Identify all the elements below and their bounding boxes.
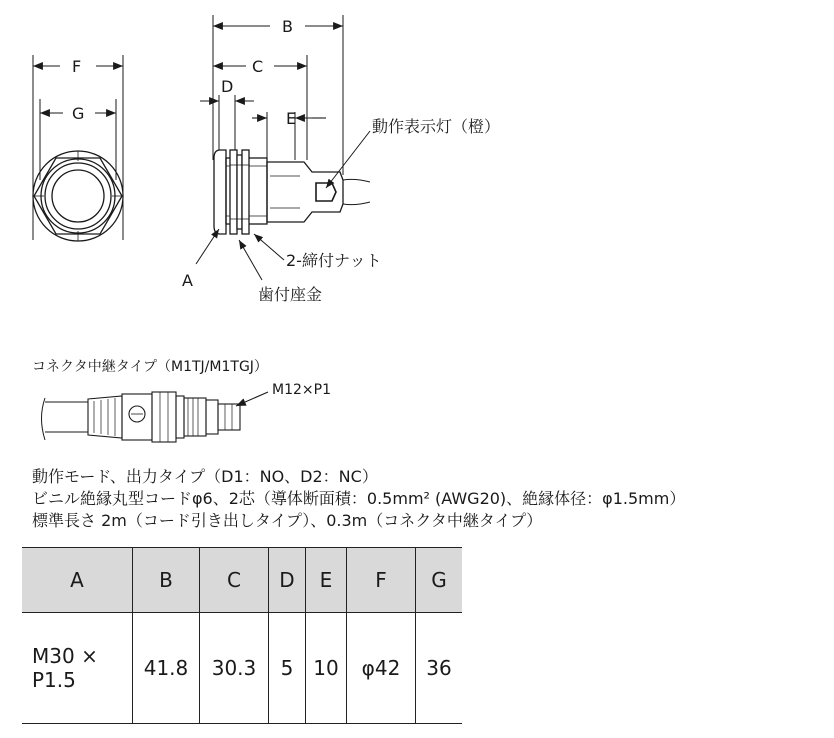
cell-e: 10 <box>306 613 347 724</box>
label-nut: 2-締付ナット <box>286 251 382 270</box>
label-g: G <box>72 104 85 123</box>
cell-c: 30.3 <box>200 613 269 724</box>
header-e: E <box>306 548 347 613</box>
header-d: D <box>269 548 306 613</box>
note-standard-length: 標準長さ 2m（コード引き出しタイプ）、0.3m（コネクタ中継タイプ） <box>32 511 543 530</box>
note-output-type: 動作モード、出力タイプ（D1：NO、D2：NC） <box>32 467 378 486</box>
header-b: B <box>133 548 200 613</box>
label-e: E <box>286 109 297 128</box>
cell-d: 5 <box>269 613 306 724</box>
header-a: A <box>22 548 133 613</box>
label-washer: 歯付座金 <box>258 285 323 304</box>
cell-g: 36 <box>416 613 463 724</box>
header-g: G <box>416 548 463 613</box>
cell-f: φ42 <box>347 613 416 724</box>
label-indicator: 動作表示灯（橙） <box>372 117 501 136</box>
front-view <box>33 55 123 241</box>
label-f: F <box>72 57 82 76</box>
dimension-table <box>22 547 462 724</box>
label-a: A <box>182 271 193 290</box>
label-b: B <box>282 17 293 36</box>
label-d: D <box>221 77 234 96</box>
header-c: C <box>200 548 269 613</box>
connector-caption: コネクタ中継タイプ（M1TJ/M1TGJ） <box>32 359 268 375</box>
note-cable-spec: ビニル絶縁丸型コードφ6、2芯（導体断面積：0.5mm² (AWG20)、絶縁体径：φ1.5mm） <box>32 489 686 508</box>
table-header-row <box>22 548 462 613</box>
cell-b: 41.8 <box>133 613 200 724</box>
connector-view <box>42 392 269 442</box>
cell-a: M30 × P1.5 <box>22 613 133 724</box>
label-thread: M12×P1 <box>272 382 331 398</box>
table-row <box>22 613 462 724</box>
header-f: F <box>347 548 416 613</box>
label-c: C <box>252 57 264 76</box>
